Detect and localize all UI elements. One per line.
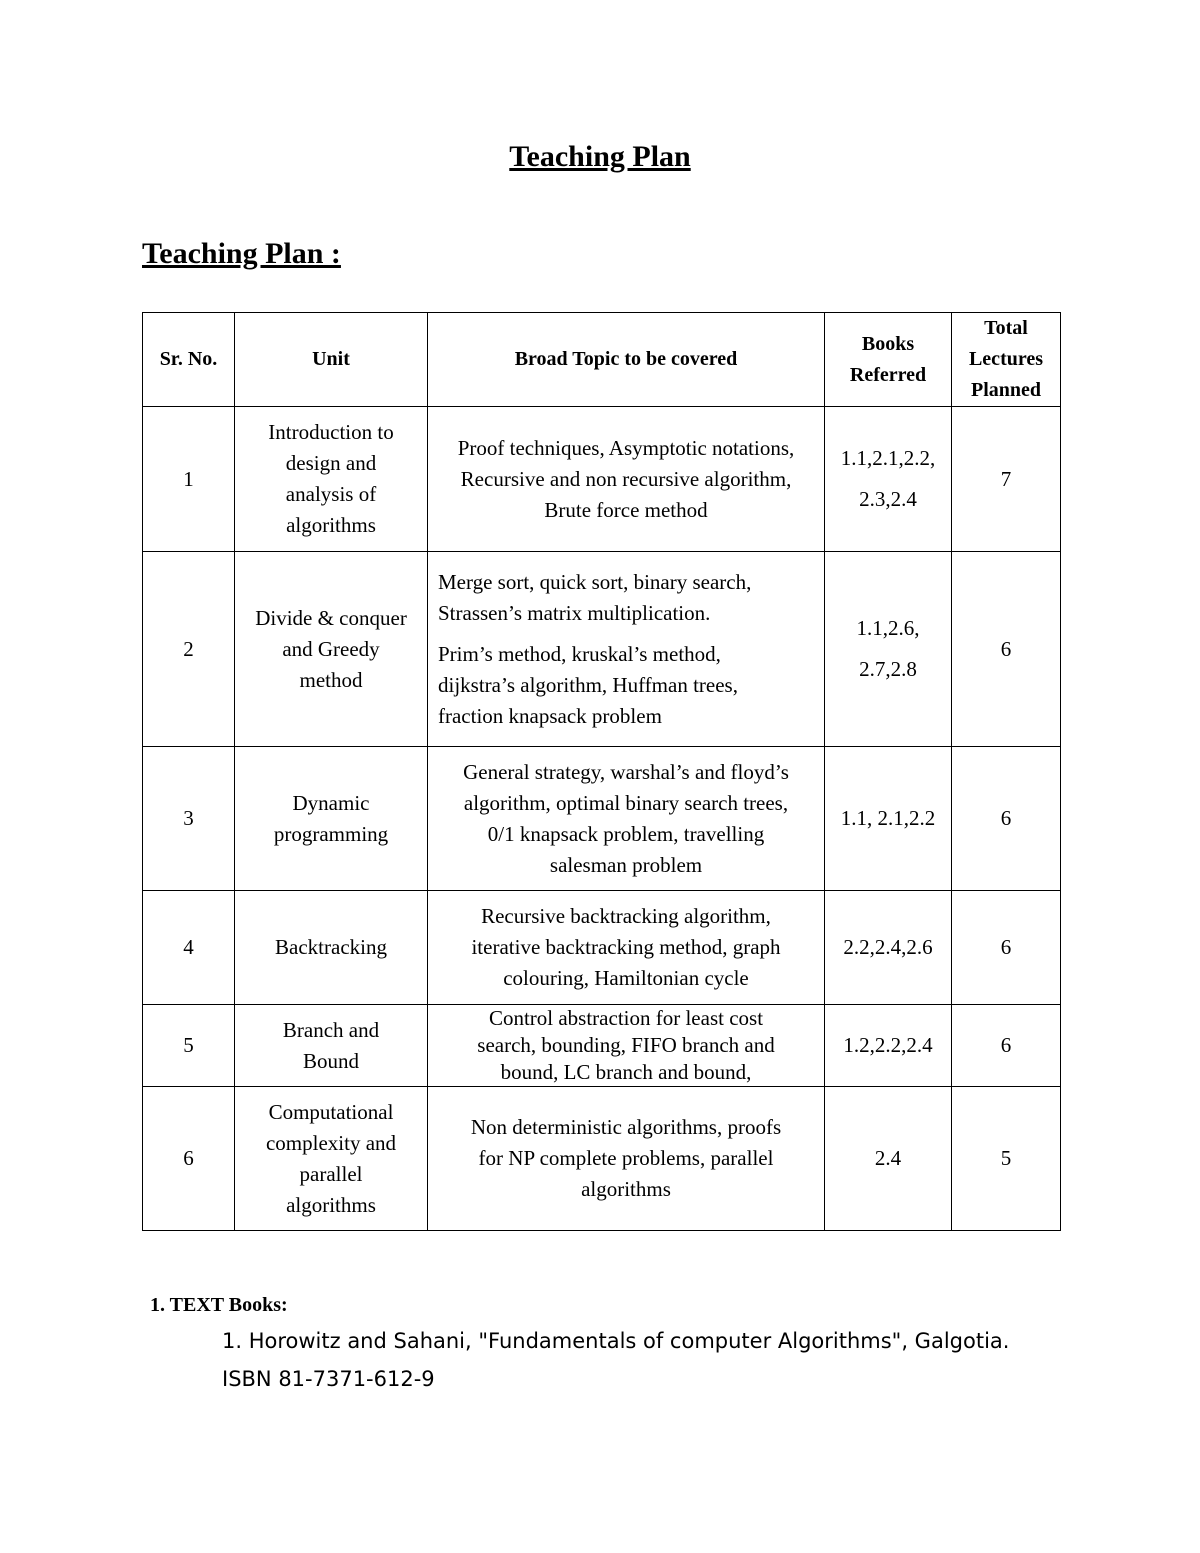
topic-cell (428, 891, 825, 1005)
lectures-cell: 6 (952, 747, 1061, 891)
books-cell (825, 552, 952, 747)
sr-no-cell: 4 (143, 891, 235, 1005)
topic-line: fraction knapsack problem (438, 703, 662, 728)
books-cell: 2.2,2.4,2.6 (825, 891, 952, 1005)
unit-line: Branch and (282, 1017, 380, 1042)
text-books-heading: 1. TEXT Books: (150, 1294, 288, 1316)
header-topic: Broad Topic to be covered (428, 313, 825, 407)
sr-no-cell: 1 (143, 407, 235, 552)
unit-line: method (299, 667, 363, 692)
unit-line: analysis of (285, 482, 377, 506)
section-heading: Teaching Plan : (142, 237, 341, 270)
unit-line: Divide & conquer (255, 605, 407, 630)
unit-line: Computational (268, 1099, 394, 1124)
text-book-entry: 1. Horowitz and Sahani, "Fundamentals of computer Algorithms", Galgotia. (222, 1329, 1010, 1353)
lectures-cell: 5 (952, 1087, 1061, 1231)
header-books-line: Books (861, 332, 915, 355)
unit-cell (235, 552, 428, 747)
unit-cell (235, 407, 428, 552)
topic-line: Merge sort, quick sort, binary search, (438, 569, 752, 594)
unit-line: Bound (302, 1048, 359, 1073)
topic-cell (428, 747, 825, 891)
header-books (825, 313, 952, 407)
teaching-plan-table (142, 312, 1061, 1231)
topic-cell (428, 1005, 825, 1087)
topic-cell (428, 407, 825, 552)
topic-line: colouring, Hamiltonian cycle (503, 966, 749, 990)
topic-line: Recursive and non recursive algorithm, (460, 466, 792, 491)
books-cell: 2.4 (825, 1087, 952, 1231)
header-sr-no: Sr. No. (143, 313, 235, 407)
topic-line: bound, LC branch and bound, (500, 1060, 752, 1084)
unit-line: complexity and (265, 1130, 397, 1155)
topic-line: salesman problem (549, 852, 703, 877)
unit-cell (235, 1005, 428, 1087)
topic-line: for NP complete problems, parallel (478, 1146, 774, 1170)
unit-line: algorithms (286, 1192, 376, 1217)
header-lectures (952, 313, 1061, 407)
topic-line: Non deterministic algorithms, proofs (470, 1115, 782, 1139)
sr-no-cell: 6 (143, 1087, 235, 1231)
topic-line: Control abstraction for least cost (488, 1006, 764, 1030)
header-lectures-line: Total (984, 317, 1028, 339)
table-row (143, 407, 1061, 552)
books-line: 1.1,2.6, (856, 616, 920, 640)
page-title: Teaching Plan (509, 140, 691, 173)
books-cell (825, 407, 952, 552)
lectures-cell: 6 (952, 1005, 1061, 1087)
unit-line: and Greedy (282, 636, 380, 661)
table-row (143, 891, 1061, 1005)
table-row (143, 1087, 1061, 1231)
unit-cell (235, 747, 428, 891)
table-row (143, 552, 1061, 747)
topic-line: algorithms (581, 1177, 671, 1201)
header-books-line: Referred (849, 363, 927, 386)
unit-line: parallel (299, 1161, 363, 1186)
unit-line: Introduction to (268, 420, 394, 444)
header-lectures-line: Lectures (968, 348, 1044, 370)
topic-line: Strassen’s matrix multiplication. (438, 600, 711, 625)
topic-line: Brute force method (544, 497, 708, 522)
topic-line: search, bounding, FIFO branch and (477, 1033, 775, 1057)
header-unit: Unit (235, 313, 428, 407)
unit-line: programming (273, 821, 389, 846)
books-line: 1.1,2.1,2.2, (840, 446, 936, 470)
lectures-cell: 7 (952, 407, 1061, 552)
unit-line: algorithms (286, 513, 376, 537)
unit-line: design and (285, 451, 377, 475)
topic-cell (428, 552, 825, 747)
sr-no-cell: 3 (143, 747, 235, 891)
table-row (143, 1005, 1061, 1087)
table-row (143, 747, 1061, 891)
topic-cell (428, 1087, 825, 1231)
header-row (143, 313, 1061, 407)
unit-cell (235, 1087, 428, 1231)
books-cell: 1.2,2.2,2.4 (825, 1005, 952, 1087)
unit-cell: Backtracking (235, 891, 428, 1005)
lectures-cell: 6 (952, 552, 1061, 747)
topic-line: dijkstra’s algorithm, Huffman trees, (438, 672, 738, 697)
books-line: 2.3,2.4 (859, 487, 917, 511)
text-book-isbn: ISBN 81-7371-612-9 (222, 1367, 435, 1391)
books-cell: 1.1, 2.1,2.2 (825, 747, 952, 891)
topic-line: algorithm, optimal binary search trees, (463, 790, 789, 815)
topic-line: Prim’s method, kruskal’s method, (438, 641, 721, 666)
books-line: 2.7,2.8 (859, 657, 917, 681)
topic-line: Proof techniques, Asymptotic notations, (457, 435, 795, 460)
topic-line: General strategy, warshal’s and floyd’s (463, 759, 789, 784)
lectures-cell: 6 (952, 891, 1061, 1005)
topic-line: iterative backtracking method, graph (471, 935, 781, 959)
sr-no-cell: 5 (143, 1005, 235, 1087)
unit-line: Dynamic (292, 790, 370, 815)
sr-no-cell: 2 (143, 552, 235, 747)
topic-line: Recursive backtracking algorithm, (481, 904, 771, 928)
topic-line: 0/1 knapsack problem, travelling (487, 821, 765, 846)
header-lectures-line: Planned (970, 379, 1042, 401)
